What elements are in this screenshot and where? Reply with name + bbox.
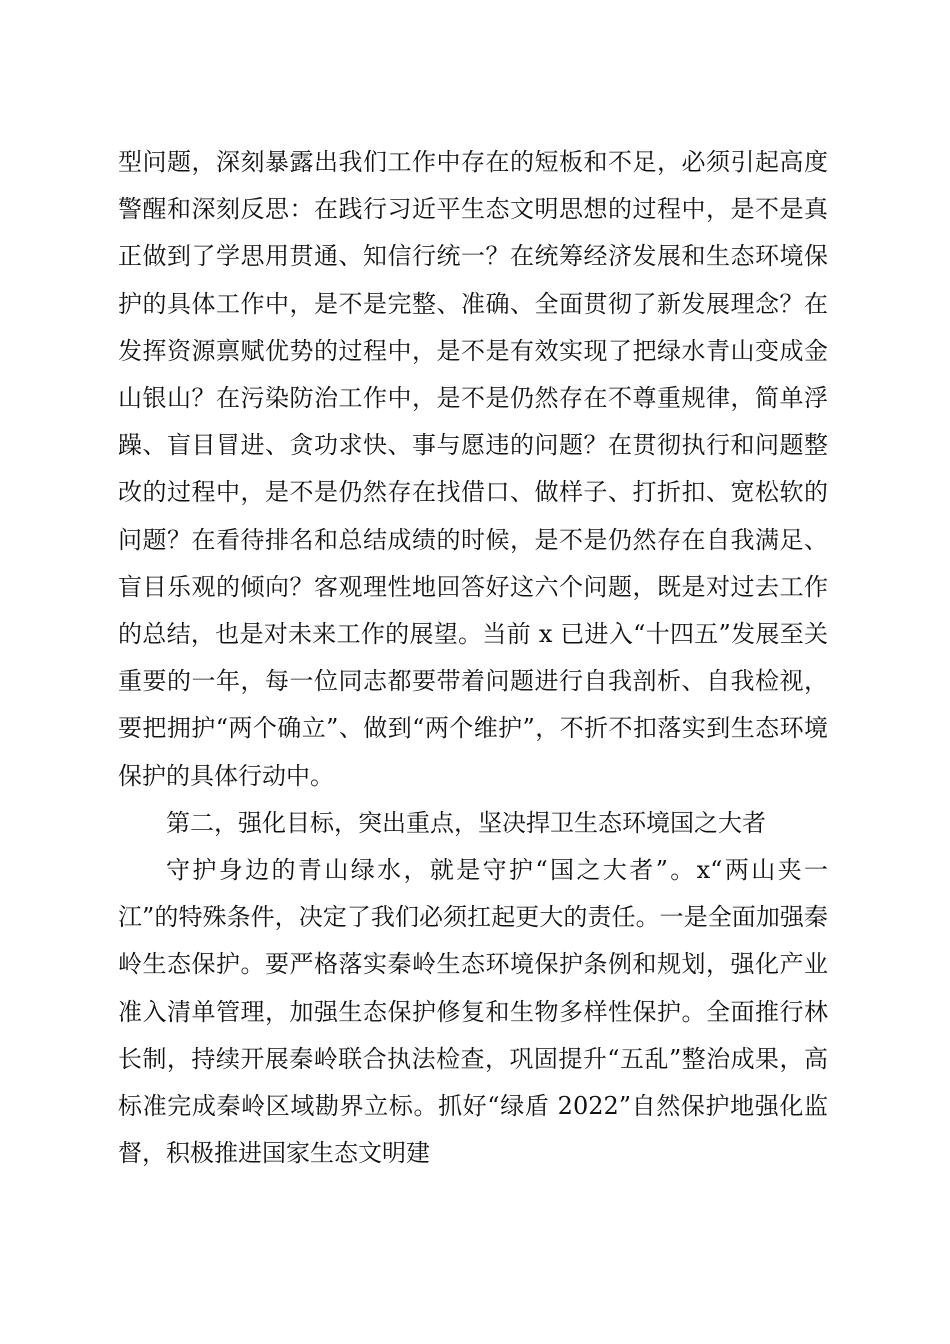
paragraph: 守护身边的青山绿水，就是守护“国之大者”。x“两山夹一江”的特殊条件，决定了我们必须扛起更大的责任。一是全面加强秦岭生态保护。要严格落实秦岭生态环境保护条例和规划，强化产业准入清单管理，加强生态保护修复和生物多样性保护。全面推行林长制，持续开展秦岭联合执法检查，巩固提升“五乱”整治成果，高标准完成秦岭区域勘界立标。抓好“绿盾 2022”自然保护地强化监督，积极推进国家生态文明建 — [118, 856, 828, 1168]
document-body — [118, 139, 828, 1177]
section-heading: 第二，强化目标，突出重点，坚决捍卫生态环境国之大者 — [166, 808, 766, 837]
paragraph-continued: 型问题，深刻暴露出我们工作中存在的短板和不足，必须引起高度警醒和深刻反思：在践行习近平生态文明思想的过程中，是不是真正做到了学思用贯通、知信行统一？在统筹经济发展和生态环境保护的具体工作中，是不是完整、准确、全面贯彻了新发展理念？在发挥资源禀赋优势的过程中，是不是有效实现了把绿水青山变成金山银山？在污染防治工作中，是不是仍然存在不尊重规律，简单浮躁、盲目冒进、贪功求快、事与愿违的问题？在贯彻执行和问题整改的过程中，是不是仍然存在找借口、做样子、打折扣、宽松软的问题？在看待排名和总结成绩的时候，是不是仍然存在自我满足、盲目乐观的倾向？客观理性地回答好这六个问题，既是对过去工作的总结，也是对未来工作的展望。当前 x 已进入“十四五”发展至关重要的一年，每一位同志都要带着问题进行自我剖析、自我检视，要把拥护“两个确立”、做到“两个维护”，不折不扣落实到生态环境保护的具体行动中。 — [118, 148, 828, 790]
